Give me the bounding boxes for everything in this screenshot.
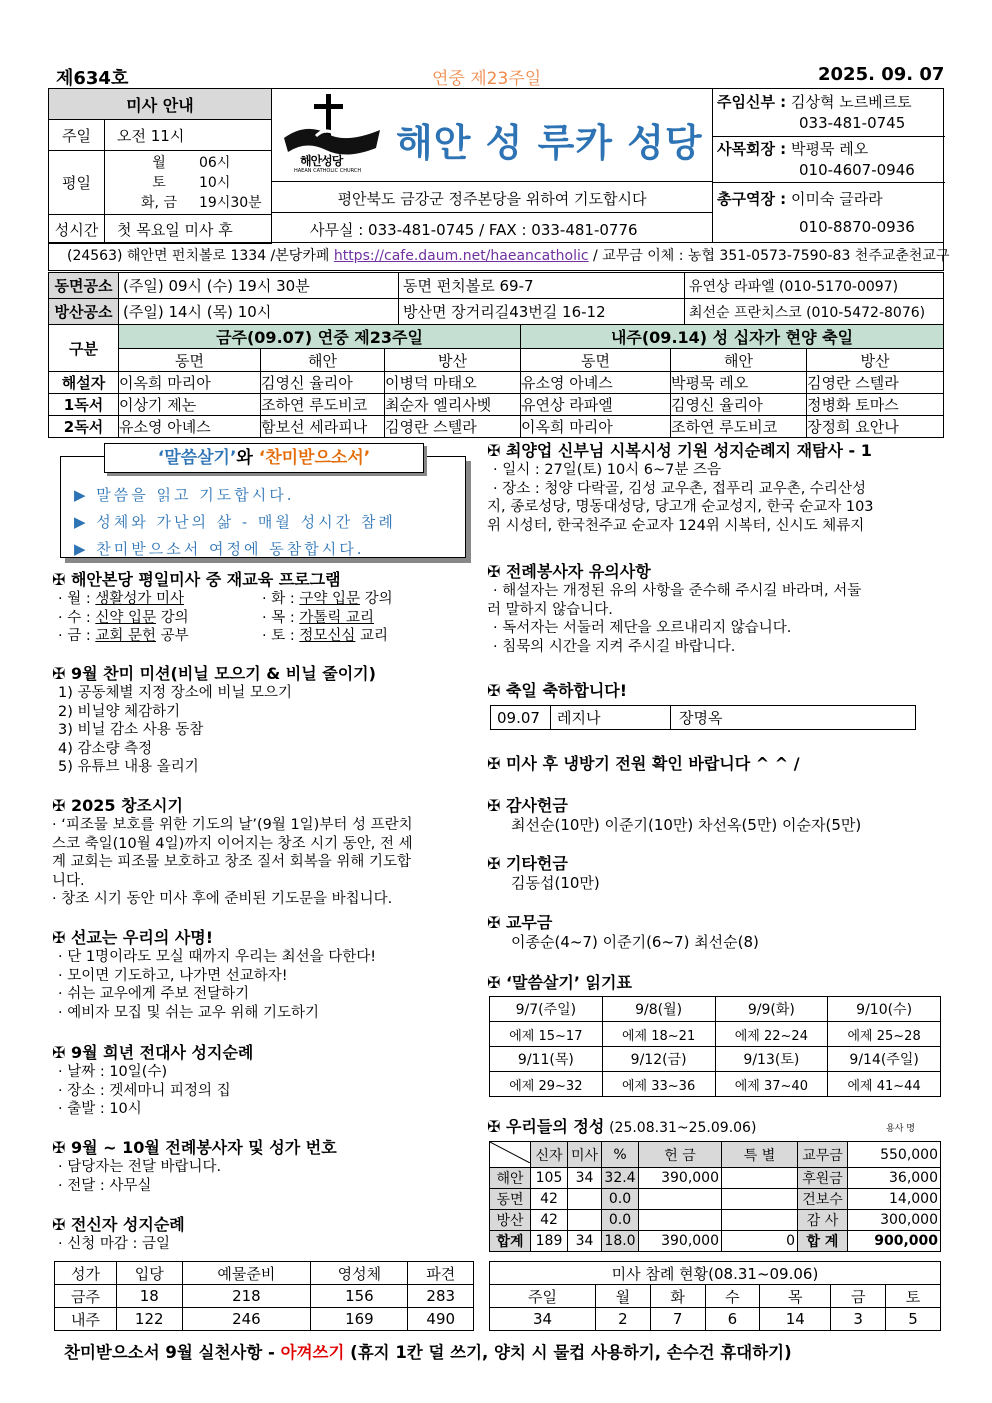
offering-cell: 189 [531, 1231, 568, 1252]
attendance-day: 주일 [490, 1285, 596, 1308]
staff-panel [712, 88, 944, 243]
section-other-offering: ✠ 기타헌금 김동섭(10만) [487, 854, 600, 892]
holy-hour-label: 성시간 [49, 215, 105, 244]
attendance-count: 14 [760, 1308, 831, 1331]
reading-day: 9/12(금) [602, 1047, 715, 1072]
reading-ref: 에제 18~21 [602, 1022, 715, 1047]
offering-key: 교무금 [798, 1142, 848, 1168]
station-time: (주일) 14시 (목) 10시 [119, 299, 399, 325]
staff-pastor: 주임신부 : 김상혁 노르베르토 [717, 93, 912, 111]
hymn-week: 내주 [55, 1308, 117, 1331]
sunday-label: 주일 [49, 120, 105, 151]
offering-cell [722, 1210, 798, 1231]
parish-name: 해안 성 루카 성당 [396, 121, 703, 165]
weekday-label: 평일 [49, 151, 105, 215]
col-header: 동면 [521, 349, 671, 372]
station-name: 동면공소 [49, 273, 119, 299]
offering-key-value: 550,000 [848, 1142, 941, 1168]
offering-cell: 42 [531, 1189, 568, 1210]
role-cell: 조하연 루도비코 [671, 416, 807, 438]
office-contact: 사무실 : 033-481-0745 / FAX : 033-481-0776 [310, 221, 638, 239]
role-cell: 김영란 스텔라 [807, 372, 944, 394]
role-name: 2독서 [49, 416, 119, 438]
offering-cell [722, 1168, 798, 1189]
station-contact: 최선순 프란치스코 (010-5472-8076) [685, 299, 944, 325]
role-cell: 이옥희 마리아 [119, 372, 261, 394]
role-name: 1독서 [49, 394, 119, 416]
offering-cell [568, 1189, 602, 1210]
reading-day: 9/9(화) [715, 997, 828, 1022]
col-header: 해안 [671, 349, 807, 372]
logo-subtext: HAEAN CATHOLIC CHURCH [294, 168, 362, 174]
section-evangelization: ✠ 선교는 우리의 사명! · 단 1명이라도 모실 때까지 우리는 최선을 다한다! · 모이면 기도하고, 나가면 선교하자! · 쉬는 교우에게 주보 전달하기 · 예비자 모집 및 쉬는 교우 위해 기도하기 [52, 928, 377, 1021]
reading-day: 9/7(주일) [490, 997, 603, 1022]
col-header: 동면 [119, 349, 261, 372]
mass-guide-table [48, 88, 272, 244]
offering-cell: 105 [531, 1168, 568, 1189]
section-education: ✠ 해안본당 평일미사 중 재교육 프로그램 · 월 : 생활성가 미사 · 화 : 구약 입문 강의 · 수 : 신약 입문 강의 · 목 : 가톨릭 교리 · 금 : 교회 문헌 공부 · 토 : 정모신심 교리 [52, 570, 393, 644]
hymn-head: 파견 [408, 1262, 474, 1285]
offering-cell: 34 [568, 1231, 602, 1252]
reading-ref: 에제 22~24 [715, 1022, 828, 1047]
station-name: 방산공소 [49, 299, 119, 325]
word-box-title: ‘말씀살기’와 ‘찬미받으소서’ [104, 443, 424, 473]
col-header: 방산 [807, 349, 944, 372]
offering-unit: 용사 명 [886, 1124, 915, 1134]
role-cell: 김영신 율리아 [671, 394, 807, 416]
footer-practice: 찬미받으소서 9월 실천사항 - 아껴쓰기 (휴지 1칸 덜 쓰기, 양치 시 물컵 사용하기, 손수건 휴대하기) [64, 1343, 792, 1362]
reading-day: 9/8(월) [602, 997, 715, 1022]
offering-cell: 0.0 [602, 1189, 639, 1210]
offering-row-name: 동면 [490, 1189, 531, 1210]
role-cell: 유소영 아녜스 [521, 372, 671, 394]
role-cell: 함보선 세라피나 [261, 416, 385, 438]
parish-logo [276, 90, 386, 178]
prayer-intention: 평안북도 금강군 정주본당을 위하여 기도합시다 [337, 190, 647, 208]
offering-head: 특 별 [722, 1142, 798, 1168]
this-week-header: 금주(09.07) 연중 제23주일 [119, 325, 521, 349]
role-cell: 김영신 율리아 [261, 372, 385, 394]
offering-cell: 0.0 [602, 1210, 639, 1231]
role-cell: 이옥희 마리아 [521, 416, 671, 438]
attendance-day: 화 [650, 1285, 705, 1308]
offering-total: 900,000 [848, 1231, 941, 1252]
col-header: 해안 [261, 349, 385, 372]
attendance-count: 3 [831, 1308, 886, 1331]
staff-district-phone: 010-8870-0936 [799, 218, 915, 236]
section-shrine-survey: ✠ 최양업 신부님 시복시성 기원 성지순례지 재탐사 - 1 · 일시 : 27일(토) 10시 6~7분 즈음 · 장소 : 청양 다락골, 김성 교우촌, 접푸리 교우촌, 수리산성 지, 종로성당, 명동대성당, 당고개 순교성지, 한국 순교자 103 위 시성터, 한국천주교 순교자 124위 시복터, 신시도 체류지 [487, 441, 874, 534]
hymn-number: 122 [117, 1308, 183, 1331]
hymn-number: 490 [408, 1308, 474, 1331]
section-server-notes: ✠ 전례봉사자 유의사항 · 해설자는 개정된 유의 사항을 준수해 주시길 바라며, 서둘 러 말하지 않습니다. · 독서자는 서둘러 제단을 오르내리지 않습니다. · 침묵의 시간을 지켜 주시길 바랍니다. [487, 562, 862, 655]
holy-hour-time: 첫 목요일 미사 후 [105, 215, 272, 244]
attendance-day: 월 [595, 1285, 650, 1308]
attendance-count: 5 [886, 1308, 941, 1331]
offering-cell: 32.4 [602, 1168, 639, 1189]
offering-key: 건보수 [798, 1189, 848, 1210]
offering-head: % [602, 1142, 639, 1168]
staff-pastor-phone: 033-481-0745 [799, 114, 906, 132]
offering-head: 헌 금 [639, 1142, 722, 1168]
sunday-time: 오전 11시 [105, 120, 272, 151]
offering-key: 후원금 [798, 1168, 848, 1189]
hymn-head: 입당 [117, 1262, 183, 1285]
feast-table [490, 705, 916, 730]
offering-key-value: 14,000 [848, 1189, 941, 1210]
col-header: 방산 [385, 349, 521, 372]
attendance-table [489, 1261, 941, 1331]
role-cell: 장정희 요안나 [807, 416, 944, 438]
offering-head: 신자 [531, 1142, 568, 1168]
section-pilgrimage: ✠ 9월 희년 전대사 성지순례 · 날짜 : 10일(수) · 장소 : 겟세마니 피정의 집 · 출발 : 10시 [52, 1043, 254, 1117]
station-address: 방산면 장거리길43번길 16-12 [399, 299, 685, 325]
cafe-link[interactable]: https://cafe.daum.net/haeancatholic [333, 248, 589, 264]
hymn-head: 예물준비 [182, 1262, 311, 1285]
role-cell: 정병화 토마스 [807, 394, 944, 416]
staff-council-phone: 010-4607-0946 [799, 161, 915, 179]
attendance-count: 6 [705, 1308, 760, 1331]
corner-cell [490, 1142, 531, 1168]
reading-ref: 에제 33~36 [602, 1072, 715, 1097]
next-week-header: 내주(09.14) 성 십자가 현양 축일 [521, 325, 944, 349]
role-cell: 박평묵 레오 [671, 372, 807, 394]
attendance-title: 미사 참례 현황(08.31~09.06) [490, 1262, 941, 1285]
offering-row-name: 해안 [490, 1168, 531, 1189]
liturgical-week: 연중 제23주일 [432, 69, 542, 89]
station-contact: 유연상 라파엘 (010-5170-0097) [685, 273, 944, 299]
role-cell: 최순자 엘리사벳 [385, 394, 521, 416]
offering-row-name: 합계 [490, 1231, 531, 1252]
attendance-day: 금 [831, 1285, 886, 1308]
feast-date: 09.07 [491, 706, 551, 730]
reading-ref: 에제 37~40 [715, 1072, 828, 1097]
staff-district: 총구역장 : 이미숙 글라라 [717, 190, 883, 208]
hymn-number: 169 [311, 1308, 408, 1331]
roles-label: 구분 [49, 325, 119, 372]
offering-key: 감 사 [798, 1210, 848, 1231]
feast-title: ✠ 축일 축하합니다! [487, 681, 628, 700]
role-cell: 유소영 아녜스 [119, 416, 261, 438]
section-creation-season: ✠ 2025 창조시기 · ‘피조물 보호를 위한 기도의 날’(9월 1일)부터 성 프란치 스코 축일(10월 4일)까지 이어지는 창조 시기 동안, 전 세 계 교회는 피조물 보호하고 창조 질서 회복을 위해 기도합 니다. · 창조 시기 동안 미사 후에 준비된 기도문을 바칩니다. [52, 796, 413, 907]
hymn-number: 156 [311, 1285, 408, 1308]
attendance-count: 34 [490, 1308, 596, 1331]
attendance-day: 목 [760, 1285, 831, 1308]
reading-day: 9/14(주일) [828, 1047, 941, 1072]
word-box-items: ▶ 말씀을 읽고 기도합시다. ▶ 성체와 가난의 삶 - 매월 성시간 참례 ▶ 찬미받으소서 여정에 동참합시다. [74, 486, 396, 558]
section-dues: ✠ 교무금 이종순(4~7) 이준기(6~7) 최선순(8) [487, 913, 759, 951]
offering-cell: 34 [568, 1168, 602, 1189]
role-cell: 조하연 루도비코 [261, 394, 385, 416]
role-cell: 이상기 제논 [119, 394, 261, 416]
feast-person: 장명옥 [671, 706, 916, 730]
section-servers: ✠ 9월 ~ 10월 전례봉사자 및 성가 번호 · 담당자는 전달 바랍니다. · 전달 : 사무실 [52, 1138, 337, 1194]
hymn-number: 246 [182, 1308, 311, 1331]
offering-cell: 18.0 [602, 1231, 639, 1252]
offering-cell: 390,000 [639, 1168, 722, 1189]
hymn-number: 18 [117, 1285, 183, 1308]
logo-text: 해안성당 [300, 154, 343, 168]
reading-title: ✠ ‘말씀살기’ 읽기표 [487, 973, 632, 992]
offering-cell: 42 [531, 1210, 568, 1231]
mass-guide-title: 미사 안내 [49, 89, 272, 120]
attendance-day: 토 [886, 1285, 941, 1308]
hymn-table [54, 1261, 474, 1331]
offering-row-name: 방산 [490, 1210, 531, 1231]
liturgy-roles-table [48, 324, 944, 438]
hymn-week: 금주 [55, 1285, 117, 1308]
reading-ref: 에제 15~17 [490, 1022, 603, 1047]
offering-cell [639, 1189, 722, 1210]
offering-total-label: 합 계 [798, 1231, 848, 1252]
hymn-number: 283 [408, 1285, 474, 1308]
staff-council: 사목회장 : 박평묵 레오 [717, 140, 869, 158]
reading-day: 9/10(수) [828, 997, 941, 1022]
hymn-head: 성가 [55, 1262, 117, 1285]
reading-day: 9/11(목) [490, 1047, 603, 1072]
attendance-day: 수 [705, 1285, 760, 1308]
section-thanks-offering: ✠ 감사헌금 최선순(10만) 이준기(10만) 차선옥(5만) 이순자(5만) [487, 796, 862, 834]
offering-key-value: 36,000 [848, 1168, 941, 1189]
reading-ref: 에제 25~28 [828, 1022, 941, 1047]
role-cell: 유연상 라파엘 [521, 394, 671, 416]
reading-ref: 에제 41~44 [828, 1072, 941, 1097]
offering-cell: 390,000 [639, 1231, 722, 1252]
aircon-notice: ✠ 미사 후 냉방기 전원 확인 바랍니다 ^ ^ / [487, 754, 800, 773]
offering-cell: 0 [722, 1231, 798, 1252]
address-bar: (24563) 해안면 펀치볼로 1334 /본당카페 https://cafe.daum.net/haeancatholic / 교무금 이체 : 농협 351-0573-7590-83 천주교춘천교구 [48, 243, 944, 271]
section-all-pilgrimage: ✠ 전신자 성지순례 · 신청 마감 : 금일 [52, 1215, 185, 1252]
offering-title: ✠ 우리들의 정성 (25.08.31~25.09.06) [487, 1117, 757, 1136]
attendance-count: 7 [650, 1308, 705, 1331]
bulletin-date: 2025. 09. 07 [818, 64, 945, 85]
offering-cell [639, 1210, 722, 1231]
stations-table [48, 272, 944, 325]
role-cell: 이병덕 마태오 [385, 372, 521, 394]
reading-day: 9/13(토) [715, 1047, 828, 1072]
hymn-head: 영성체 [311, 1262, 408, 1285]
offering-cell [568, 1210, 602, 1231]
offering-cell [722, 1189, 798, 1210]
feast-saint: 레지나 [551, 706, 671, 730]
reading-table [489, 996, 941, 1097]
offering-key-value: 300,000 [848, 1210, 941, 1231]
station-address: 동면 펀치볼로 69-7 [399, 273, 685, 299]
offering-table [489, 1141, 941, 1252]
offering-head: 미사 [568, 1142, 602, 1168]
role-name: 해설자 [49, 372, 119, 394]
issue-number: 제634호 [56, 68, 129, 89]
station-time: (주일) 09시 (수) 19시 30분 [119, 273, 399, 299]
attendance-count: 2 [595, 1308, 650, 1331]
weekday-times: 월 06시 토 10시 화, 금 19시30분 [141, 154, 262, 211]
hymn-number: 218 [182, 1285, 311, 1308]
section-mission: ✠ 9월 찬미 미션(비닐 모으기 & 비닐 줄이기) 1) 공동체별 지정 장소에 비닐 모으기 2) 비닐양 체감하기 3) 비닐 감소 사용 동참 4) 감소량 측정 5) 유튜브 내용 올리기 [52, 664, 376, 775]
role-cell: 김영란 스텔라 [385, 416, 521, 438]
reading-ref: 에제 29~32 [490, 1072, 603, 1097]
